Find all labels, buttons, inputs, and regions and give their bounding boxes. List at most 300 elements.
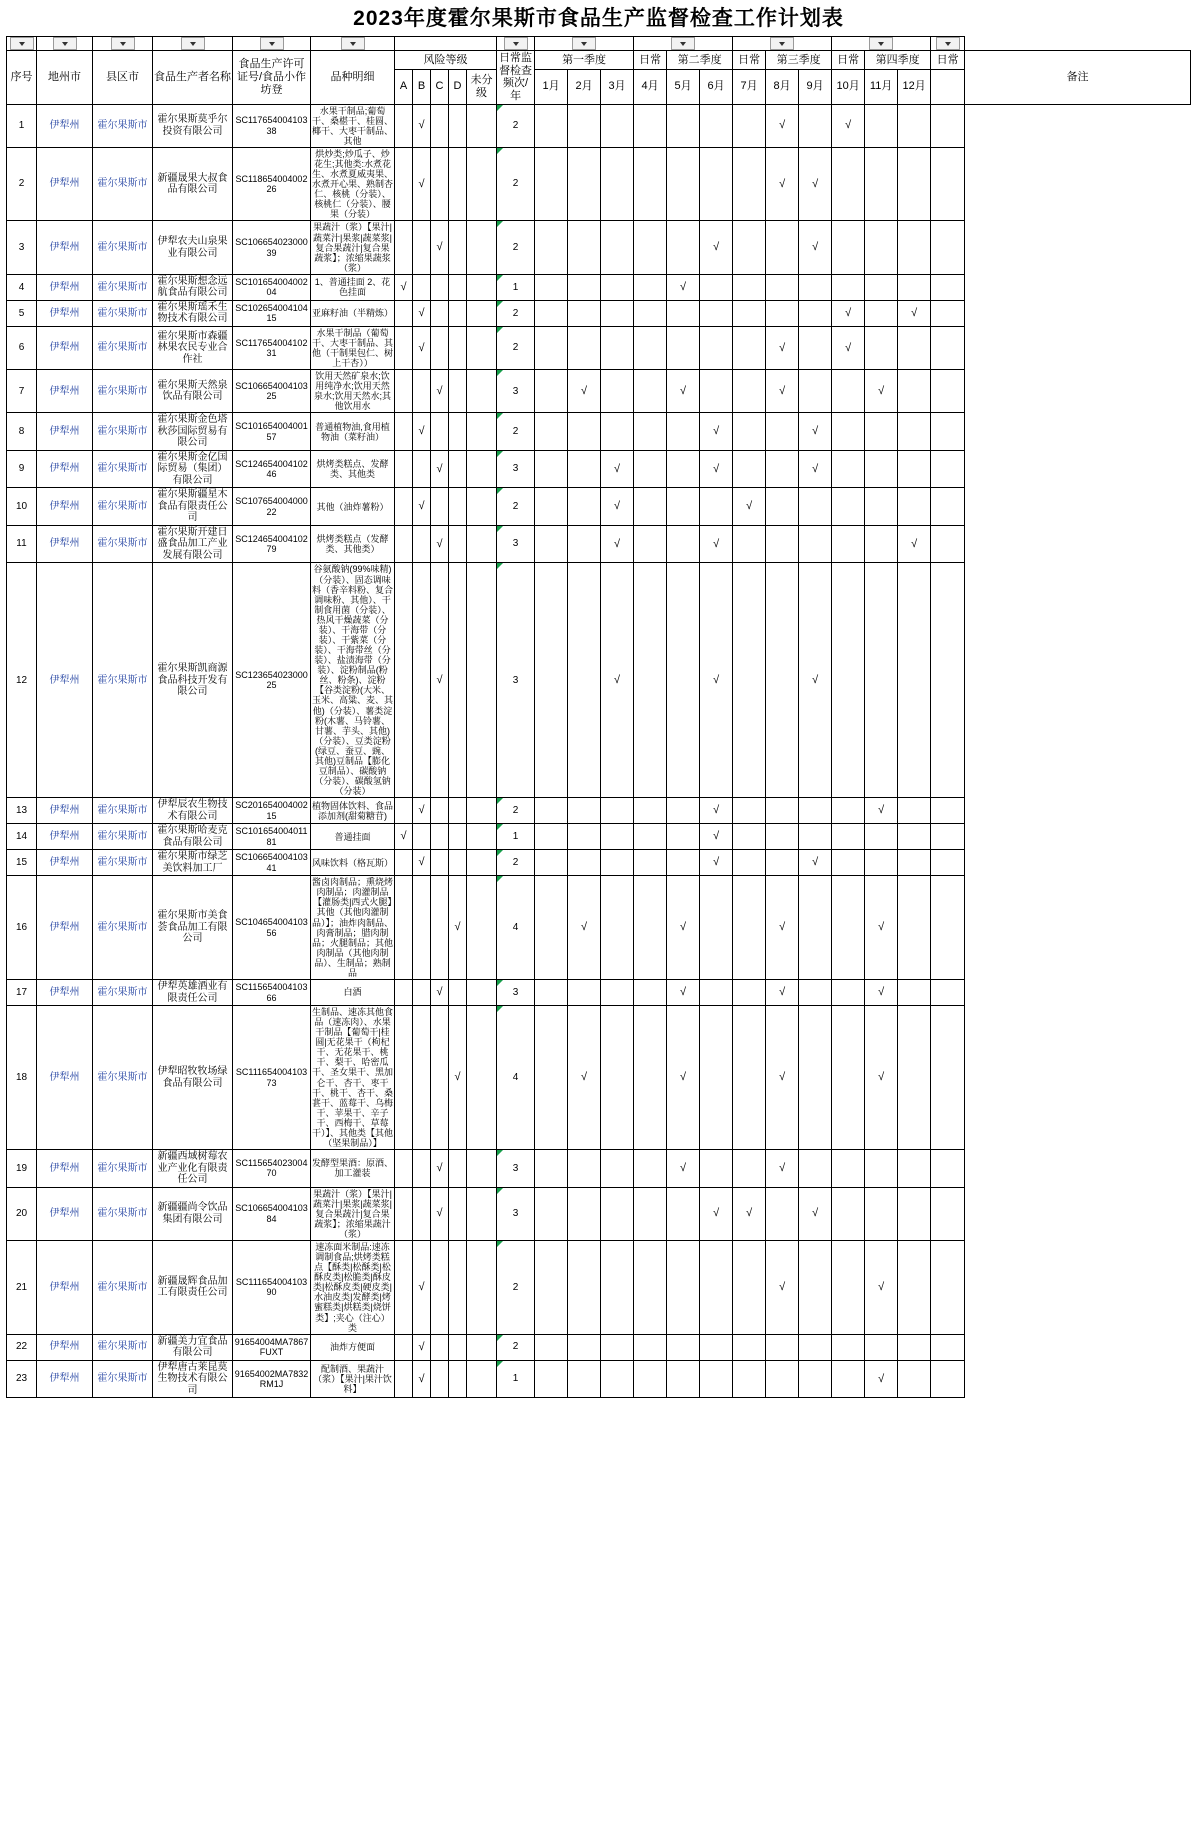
cell-month-12 (898, 1241, 931, 1335)
cell-month-1 (535, 1360, 568, 1398)
cell-unclassified (467, 326, 497, 369)
cell-risk-c (431, 488, 449, 526)
cell-producer: 新疆晟果大叔食品有限公司 (153, 147, 233, 221)
cell-month-10: √ (832, 326, 865, 369)
header-q1: 第一季度 (535, 51, 634, 70)
cell-month-5 (667, 525, 700, 563)
filter-cell-seq[interactable] (7, 37, 37, 51)
cell-month-9: √ (799, 221, 832, 274)
cell-risk-b (413, 980, 431, 1006)
header-risk-group: 风险等级 (395, 51, 497, 70)
cell-month-9 (799, 488, 832, 526)
cell-month-10 (832, 824, 865, 850)
table-row (7, 1187, 1191, 1240)
cell-seq: 23 (7, 1360, 37, 1398)
cell-month-2: √ (568, 1006, 601, 1150)
cell-month-4 (634, 1187, 667, 1240)
cell-remark (931, 798, 965, 824)
cell-license: SC11165400410373 (233, 1006, 311, 1150)
chevron-down-icon[interactable] (504, 37, 528, 50)
cell-unclassified (467, 824, 497, 850)
cell-prefecture: 伊犁州 (37, 274, 93, 300)
cell-prefecture: 伊犁州 (37, 850, 93, 876)
cell-risk-d (449, 413, 467, 451)
cell-variety: 亚麻籽油（半精炼） (311, 300, 395, 326)
filter-cell-prefecture[interactable] (37, 37, 93, 51)
cell-prefecture: 伊犁州 (37, 1360, 93, 1398)
cell-risk-c: √ (431, 370, 449, 413)
cell-month-1 (535, 488, 568, 526)
cell-risk-b: √ (413, 147, 431, 221)
cell-month-6 (700, 980, 733, 1006)
header-q2: 第二季度 (667, 51, 733, 70)
cell-month-12 (898, 274, 931, 300)
cell-month-4 (634, 147, 667, 221)
cell-county: 霍尔果斯市 (93, 1360, 153, 1398)
cell-month-2 (568, 300, 601, 326)
cell-month-3: √ (601, 450, 634, 488)
cell-month-3 (601, 1150, 634, 1188)
chevron-down-icon[interactable] (260, 37, 284, 50)
chevron-down-icon[interactable] (936, 37, 960, 50)
cell-month-3 (601, 1334, 634, 1360)
cell-month-3 (601, 370, 634, 413)
cell-month-10 (832, 221, 865, 274)
autofilter-row[interactable] (7, 37, 1191, 51)
cell-month-8 (766, 300, 799, 326)
cell-frequency: 2 (497, 850, 535, 876)
cell-month-11 (865, 300, 898, 326)
cell-risk-c: √ (431, 1187, 449, 1240)
cell-month-2 (568, 488, 601, 526)
cell-risk-d (449, 370, 467, 413)
cell-risk-a (395, 980, 413, 1006)
cell-month-8: √ (766, 1241, 799, 1335)
cell-month-12 (898, 824, 931, 850)
cell-risk-a (395, 1006, 413, 1150)
cell-remark (931, 824, 965, 850)
cell-frequency: 4 (497, 876, 535, 980)
cell-frequency: 2 (497, 1334, 535, 1360)
cell-remark (931, 147, 965, 221)
cell-unclassified (467, 1241, 497, 1335)
cell-frequency: 3 (497, 563, 535, 798)
cell-risk-d (449, 824, 467, 850)
cell-license: SC10665402300039 (233, 221, 311, 274)
cell-prefecture: 伊犁州 (37, 1241, 93, 1335)
filter-cell-county[interactable] (93, 37, 153, 51)
cell-month-1 (535, 850, 568, 876)
cell-seq: 3 (7, 221, 37, 274)
table-row (7, 221, 1191, 274)
cell-month-9 (799, 300, 832, 326)
cell-month-7: √ (733, 1187, 766, 1240)
cell-seq: 13 (7, 798, 37, 824)
cell-unclassified (467, 563, 497, 798)
cell-producer: 霍尔果斯哈麦克食品有限公司 (153, 824, 233, 850)
cell-producer: 霍尔果斯疆星木食品有限责任公司 (153, 488, 233, 526)
cell-month-7 (733, 850, 766, 876)
cell-month-11 (865, 147, 898, 221)
cell-month-12 (898, 326, 931, 369)
cell-month-9 (799, 370, 832, 413)
cell-license: SC10265400410415 (233, 300, 311, 326)
cell-month-10 (832, 370, 865, 413)
cell-month-2 (568, 525, 601, 563)
header-county: 县区市 (93, 51, 153, 105)
cell-producer: 霍尔果斯市绿芝美饮料加工厂 (153, 850, 233, 876)
cell-month-9 (799, 1360, 832, 1398)
cell-month-4 (634, 1334, 667, 1360)
cell-unclassified (467, 850, 497, 876)
cell-month-4 (634, 1360, 667, 1398)
cell-prefecture: 伊犁州 (37, 413, 93, 451)
header-q4: 第四季度 (865, 51, 931, 70)
cell-seq: 12 (7, 563, 37, 798)
cell-month-4 (634, 824, 667, 850)
cell-license: SC20165400400215 (233, 798, 311, 824)
cell-producer: 新疆疆尚令饮品集团有限公司 (153, 1187, 233, 1240)
cell-variety: 植物固体饮料、食品添加剂(甜菊糖苷) (311, 798, 395, 824)
cell-month-3 (601, 326, 634, 369)
cell-month-7 (733, 450, 766, 488)
table-row (7, 413, 1191, 451)
cell-seq: 14 (7, 824, 37, 850)
cell-month-5 (667, 824, 700, 850)
cell-risk-a (395, 1187, 413, 1240)
chevron-down-icon[interactable] (111, 37, 135, 50)
header-month-3: 3月 (601, 70, 634, 105)
cell-month-5: √ (667, 274, 700, 300)
chevron-down-icon[interactable] (572, 37, 596, 50)
cell-month-2 (568, 824, 601, 850)
cell-month-7 (733, 413, 766, 451)
header-month-4: 4月 (634, 70, 667, 105)
cell-prefecture: 伊犁州 (37, 488, 93, 526)
cell-risk-b (413, 221, 431, 274)
cell-month-11 (865, 450, 898, 488)
header-risk-a: A (395, 70, 413, 105)
cell-unclassified (467, 798, 497, 824)
cell-license: SC12465400410279 (233, 525, 311, 563)
cell-remark (931, 1006, 965, 1150)
cell-seq: 8 (7, 413, 37, 451)
cell-month-6 (700, 1241, 733, 1335)
cell-month-1 (535, 980, 568, 1006)
cell-month-3: √ (601, 525, 634, 563)
chevron-down-icon[interactable] (770, 37, 794, 50)
cell-month-5 (667, 326, 700, 369)
cell-county: 霍尔果斯市 (93, 1150, 153, 1188)
cell-month-8: √ (766, 104, 799, 147)
cell-seq: 21 (7, 1241, 37, 1335)
cell-county: 霍尔果斯市 (93, 104, 153, 147)
header-license: 食品生产许可证号/食品小作坊登 (233, 51, 311, 105)
cell-producer: 霍尔果斯想念远航食品有限公司 (153, 274, 233, 300)
filter-cell-license[interactable] (233, 37, 311, 51)
cell-risk-a: √ (395, 274, 413, 300)
cell-risk-c (431, 824, 449, 850)
filter-cell-q3[interactable] (733, 37, 832, 51)
cell-remark (931, 413, 965, 451)
cell-risk-c (431, 1241, 449, 1335)
cell-month-1 (535, 147, 568, 221)
cell-risk-c: √ (431, 563, 449, 798)
cell-risk-b: √ (413, 798, 431, 824)
header-seq: 序号 (7, 51, 37, 105)
cell-month-12 (898, 488, 931, 526)
cell-month-10 (832, 1241, 865, 1335)
cell-month-2 (568, 980, 601, 1006)
cell-risk-c (431, 300, 449, 326)
cell-month-11: √ (865, 1006, 898, 1150)
cell-frequency: 3 (497, 980, 535, 1006)
cell-month-2 (568, 563, 601, 798)
cell-month-6: √ (700, 221, 733, 274)
cell-variety: 发酵型果酒：原酒、加工灌装 (311, 1150, 395, 1188)
cell-frequency: 1 (497, 1360, 535, 1398)
cell-month-11: √ (865, 980, 898, 1006)
header-q1-daily: 日常 (634, 51, 667, 70)
cell-month-9 (799, 1334, 832, 1360)
cell-risk-d (449, 1334, 467, 1360)
cell-month-8: √ (766, 326, 799, 369)
cell-month-5 (667, 798, 700, 824)
cell-month-4 (634, 221, 667, 274)
cell-prefecture: 伊犁州 (37, 300, 93, 326)
cell-month-2 (568, 1241, 601, 1335)
cell-county: 霍尔果斯市 (93, 300, 153, 326)
cell-month-3 (601, 300, 634, 326)
cell-county: 霍尔果斯市 (93, 525, 153, 563)
cell-license: SC11765400410231 (233, 326, 311, 369)
cell-license: SC12465400410246 (233, 450, 311, 488)
header-month-10: 10月 (832, 70, 865, 105)
cell-prefecture: 伊犁州 (37, 1006, 93, 1150)
cell-month-3 (601, 1241, 634, 1335)
cell-variety: 白酒 (311, 980, 395, 1006)
filter-cell-q1[interactable] (535, 37, 634, 51)
cell-variety: 普通植物油,食用植物油（菜籽油） (311, 413, 395, 451)
cell-variety: 烘炒类;炒瓜子、炒花生;其他类:水煮花生、水煮夏威夷果、水煮开心果、熟制杏仁、核桃（分装）、核桃仁（分装）、腰果（分装） (312, 148, 394, 220)
header-remark: 备注 (965, 51, 1191, 105)
cell-unclassified (467, 413, 497, 451)
cell-month-12 (898, 221, 931, 274)
cell-month-1 (535, 300, 568, 326)
cell-frequency: 3 (497, 370, 535, 413)
cell-risk-a (395, 1334, 413, 1360)
table-row (7, 1150, 1191, 1188)
cell-frequency: 1 (497, 274, 535, 300)
header-q2-daily: 日常 (733, 51, 766, 70)
header-risk-b: B (413, 70, 431, 105)
cell-month-1 (535, 370, 568, 413)
cell-remark (931, 450, 965, 488)
cell-month-5 (667, 1187, 700, 1240)
cell-month-4 (634, 1006, 667, 1150)
cell-month-12 (898, 563, 931, 798)
cell-frequency: 2 (497, 326, 535, 369)
cell-month-12 (898, 147, 931, 221)
cell-month-11 (865, 104, 898, 147)
cell-month-6: √ (700, 850, 733, 876)
cell-producer: 伊犁农夫山泉果业有限公司 (153, 221, 233, 274)
cell-license: SC10165400400157 (233, 413, 311, 451)
cell-month-2 (568, 274, 601, 300)
cell-month-8 (766, 798, 799, 824)
cell-prefecture: 伊犁州 (37, 104, 93, 147)
cell-month-4 (634, 563, 667, 798)
cell-prefecture: 伊犁州 (37, 1150, 93, 1188)
cell-month-8: √ (766, 876, 799, 980)
cell-seq: 15 (7, 850, 37, 876)
cell-month-9 (799, 1006, 832, 1150)
chevron-down-icon[interactable] (181, 37, 205, 50)
cell-month-3 (601, 824, 634, 850)
cell-month-8 (766, 1334, 799, 1360)
cell-risk-b: √ (413, 413, 431, 451)
cell-risk-a (395, 147, 413, 221)
filter-cell-q4[interactable] (832, 37, 931, 51)
cell-risk-c (431, 104, 449, 147)
cell-month-9 (799, 326, 832, 369)
filter-cell-q2[interactable] (634, 37, 733, 51)
cell-month-11: √ (865, 1360, 898, 1398)
cell-month-11 (865, 1187, 898, 1240)
cell-unclassified (467, 525, 497, 563)
cell-month-6 (700, 326, 733, 369)
cell-producer: 霍尔果斯凯商源食品科技开发有限公司 (153, 563, 233, 798)
cell-month-4 (634, 850, 667, 876)
cell-month-7 (733, 1150, 766, 1188)
cell-risk-a (395, 525, 413, 563)
cell-risk-a (395, 488, 413, 526)
chevron-down-icon[interactable] (10, 37, 34, 50)
cell-month-8 (766, 413, 799, 451)
header-month-7: 7月 (733, 70, 766, 105)
cell-month-4 (634, 413, 667, 451)
cell-license: SC12365402300025 (233, 563, 311, 798)
table-row (7, 450, 1191, 488)
cell-prefecture: 伊犁州 (37, 1334, 93, 1360)
cell-month-9: √ (799, 850, 832, 876)
cell-unclassified (467, 300, 497, 326)
chevron-down-icon[interactable] (869, 37, 893, 50)
cell-seq: 10 (7, 488, 37, 526)
cell-risk-c: √ (431, 1150, 449, 1188)
cell-county: 霍尔果斯市 (93, 850, 153, 876)
cell-risk-c: √ (431, 221, 449, 274)
cell-seq: 11 (7, 525, 37, 563)
cell-month-2 (568, 1187, 601, 1240)
cell-risk-a: √ (395, 824, 413, 850)
chevron-down-icon[interactable] (341, 37, 365, 50)
cell-month-1 (535, 326, 568, 369)
cell-month-4 (634, 104, 667, 147)
cell-risk-c (431, 876, 449, 980)
filter-cell-producer[interactable] (153, 37, 233, 51)
cell-producer: 伊犁辰农生物技术有限公司 (153, 798, 233, 824)
cell-month-3: √ (601, 488, 634, 526)
cell-frequency: 1 (497, 824, 535, 850)
cell-county: 霍尔果斯市 (93, 1006, 153, 1150)
cell-month-2: √ (568, 370, 601, 413)
cell-producer: 霍尔果斯市森疆林果农民专业合作社 (153, 326, 233, 369)
cell-month-5 (667, 1241, 700, 1335)
page-title: 2023年度霍尔果斯市食品生产监督检查工作计划表 (353, 7, 844, 30)
cell-month-3 (601, 413, 634, 451)
cell-seq: 18 (7, 1006, 37, 1150)
table-row (7, 798, 1191, 824)
table-row (7, 1334, 1191, 1360)
cell-variety: 酱卤肉制品；熏烧烤肉制品；肉灌制品【灌肠类|西式火腿】其他（其他肉灌制品）】；油炸肉制品、肉膏制品；腊肉制品；火腿制品；其他肉制品（其他肉制品）、生制品；熟制品 (312, 877, 394, 978)
cell-variety: 水果干制品;葡萄干、桑椹干、桂圆、椰干、大枣干制品、其他 (312, 105, 394, 146)
cell-risk-c (431, 850, 449, 876)
header-q4-daily: 日常 (931, 51, 965, 70)
cell-month-12 (898, 1006, 931, 1150)
cell-month-7 (733, 563, 766, 798)
chevron-down-icon[interactable] (53, 37, 77, 50)
cell-seq: 19 (7, 1150, 37, 1188)
cell-risk-b (413, 1187, 431, 1240)
cell-risk-a (395, 413, 413, 451)
cell-month-8: √ (766, 370, 799, 413)
filter-cell-variety[interactable] (311, 37, 395, 51)
cell-month-7 (733, 1360, 766, 1398)
cell-remark (931, 980, 965, 1006)
cell-license: SC10165400400204 (233, 274, 311, 300)
cell-prefecture: 伊犁州 (37, 221, 93, 274)
cell-remark (931, 488, 965, 526)
cell-month-5: √ (667, 1006, 700, 1150)
table-row (7, 876, 1191, 980)
cell-seq: 2 (7, 147, 37, 221)
cell-month-10 (832, 1334, 865, 1360)
cell-month-4 (634, 980, 667, 1006)
cell-risk-d (449, 147, 467, 221)
cell-risk-b (413, 824, 431, 850)
cell-month-6: √ (700, 563, 733, 798)
cell-prefecture: 伊犁州 (37, 563, 93, 798)
cell-month-9 (799, 1150, 832, 1188)
cell-frequency: 2 (497, 798, 535, 824)
chevron-down-icon[interactable] (671, 37, 695, 50)
cell-remark (931, 326, 965, 369)
cell-month-7 (733, 104, 766, 147)
cell-month-9 (799, 824, 832, 850)
filter-cell-risk[interactable] (395, 37, 497, 51)
filter-cell-remark[interactable] (931, 37, 965, 51)
header-freq: 日常监督检查频次/年 (497, 51, 535, 105)
cell-month-7 (733, 824, 766, 850)
cell-month-2 (568, 326, 601, 369)
cell-variety: 烘烤类糕点、发酵类、其他类 (311, 450, 395, 488)
cell-risk-d (449, 850, 467, 876)
cell-risk-c: √ (431, 525, 449, 563)
cell-month-11 (865, 850, 898, 876)
cell-remark (931, 104, 965, 147)
cell-month-4 (634, 300, 667, 326)
filter-cell-freq[interactable] (497, 37, 535, 51)
cell-month-10 (832, 850, 865, 876)
cell-month-11 (865, 488, 898, 526)
cell-month-3 (601, 274, 634, 300)
cell-month-7 (733, 876, 766, 980)
cell-producer: 霍尔果斯天然泉饮品有限公司 (153, 370, 233, 413)
cell-risk-b (413, 370, 431, 413)
cell-month-2: √ (568, 876, 601, 980)
cell-variety: 谷氨酸钠(99%味精)（分装）、固态调味料（香辛料粉、复合调味粉、其他）、干制食用菌（分装）、热风干燥蔬菜（分装）、干海带（分装）、干紫菜（分装）、干海带丝（分装）、盐渍海带（分装）、淀粉制品(粉丝、粉条)、淀粉【谷类淀粉(大米、玉米、高粱、麦、其他)（分装）、薯类淀粉(木薯、马铃薯、甘薯、芋头、其他)（分装）、豆类淀粉(绿豆、蚕豆、豌、其他)豆制品【膨化豆制品）、碳酸钠（分装）、碳酸氢钠（分装） (312, 564, 394, 797)
